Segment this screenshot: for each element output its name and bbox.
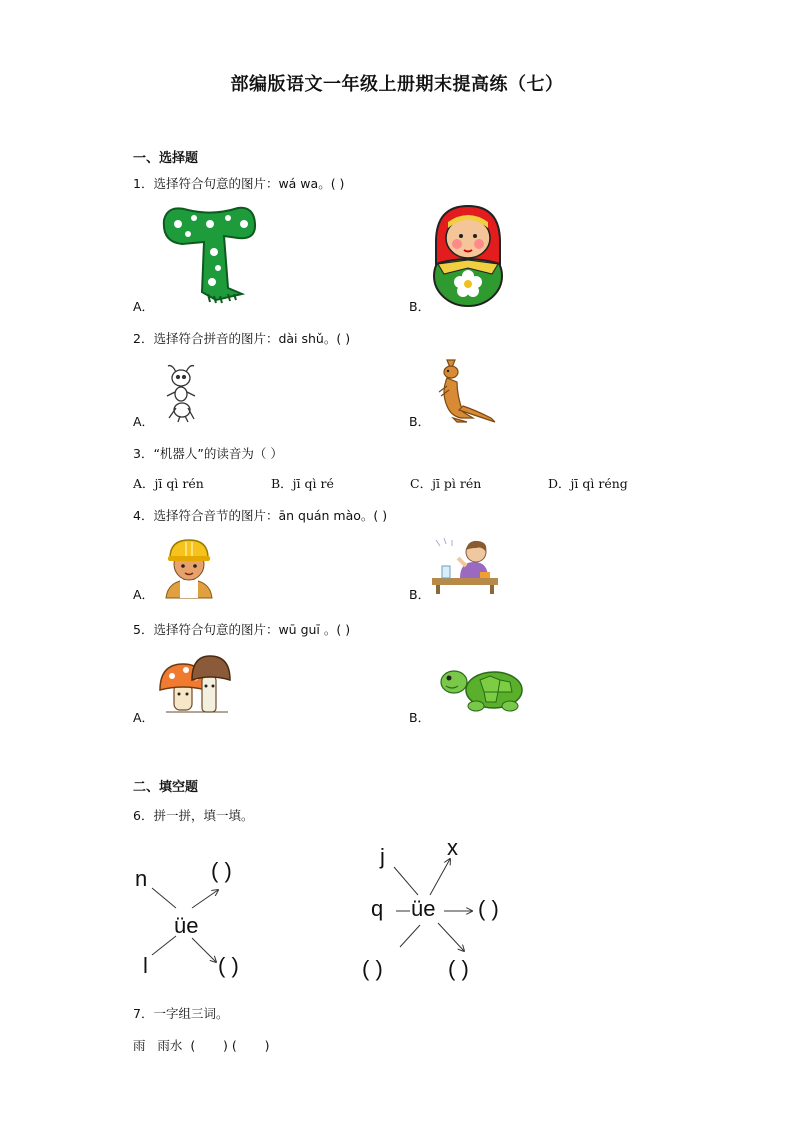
q7-word-line[interactable]: 雨 雨水 ( ) ( ) bbox=[133, 1038, 270, 1053]
section-heading-choice: 一、选择题 bbox=[133, 151, 199, 166]
ant-image[interactable] bbox=[162, 362, 202, 424]
mushrooms-image[interactable] bbox=[158, 654, 234, 716]
blank-lue[interactable]: ( ) bbox=[218, 953, 239, 978]
q5-option-a-label: A． bbox=[133, 710, 155, 725]
question-6: 6．拼一拼，填一填。 bbox=[133, 808, 254, 823]
construction-worker-image[interactable] bbox=[162, 538, 216, 598]
q5-option-b-label: B． bbox=[409, 710, 431, 725]
blank-xue[interactable]: ( ) bbox=[448, 956, 469, 981]
initial-l: l bbox=[143, 953, 148, 978]
final-ue-left: üe bbox=[174, 913, 199, 938]
q3-option-a[interactable]: A．jī qì rén bbox=[133, 476, 204, 491]
matryoshka-doll-image[interactable] bbox=[432, 204, 504, 308]
section-heading-fill: 二、填空题 bbox=[133, 780, 199, 795]
blank-nue[interactable]: ( ) bbox=[211, 858, 232, 883]
q1-option-b-label: B． bbox=[409, 299, 431, 314]
kangaroo-image[interactable] bbox=[433, 356, 497, 424]
question-2: 2．选择符合拼音的图片：dài shǔ。( ) bbox=[133, 331, 351, 346]
question-3: 3．“机器人”的读音为（ ） bbox=[133, 446, 283, 461]
q3-option-b[interactable]: B．jī qì ré bbox=[271, 476, 334, 491]
initial-j: j bbox=[380, 844, 385, 869]
initial-n: n bbox=[135, 866, 148, 891]
q4-option-a-label: A． bbox=[133, 587, 155, 602]
q2-option-a-label: A． bbox=[133, 414, 155, 429]
question-7: 7．一字组三词。 bbox=[133, 1006, 229, 1021]
q3-option-c[interactable]: C．jī pì rén bbox=[410, 476, 482, 491]
initial-q: q bbox=[371, 896, 384, 921]
left-arrow-diagram bbox=[130, 840, 290, 985]
q2-option-b-label: B． bbox=[409, 414, 431, 429]
blank-jue[interactable]: ( ) bbox=[362, 956, 383, 981]
q1-option-a-label: A． bbox=[133, 299, 155, 314]
q4-option-b-label: B． bbox=[409, 587, 431, 602]
scarf-image[interactable] bbox=[158, 202, 258, 304]
final-ue-right: üe bbox=[411, 896, 436, 921]
question-1: 1．选择符合句意的图片：wá wa。( ) bbox=[133, 176, 345, 191]
initial-x: x bbox=[447, 835, 458, 860]
q3-option-d[interactable]: D．jī qì réng bbox=[548, 476, 628, 491]
child-at-table-image[interactable] bbox=[432, 538, 498, 594]
turtle-image[interactable] bbox=[440, 664, 524, 714]
blank-que[interactable]: ( ) bbox=[478, 896, 499, 921]
page-title: 部编版语文一年级上册期末提高练（七） bbox=[230, 74, 564, 95]
question-4: 4．选择符合音节的图片：ān quán mào。( ) bbox=[133, 508, 388, 523]
question-5: 5．选择符合句意的图片：wū guī 。( ) bbox=[133, 622, 351, 637]
